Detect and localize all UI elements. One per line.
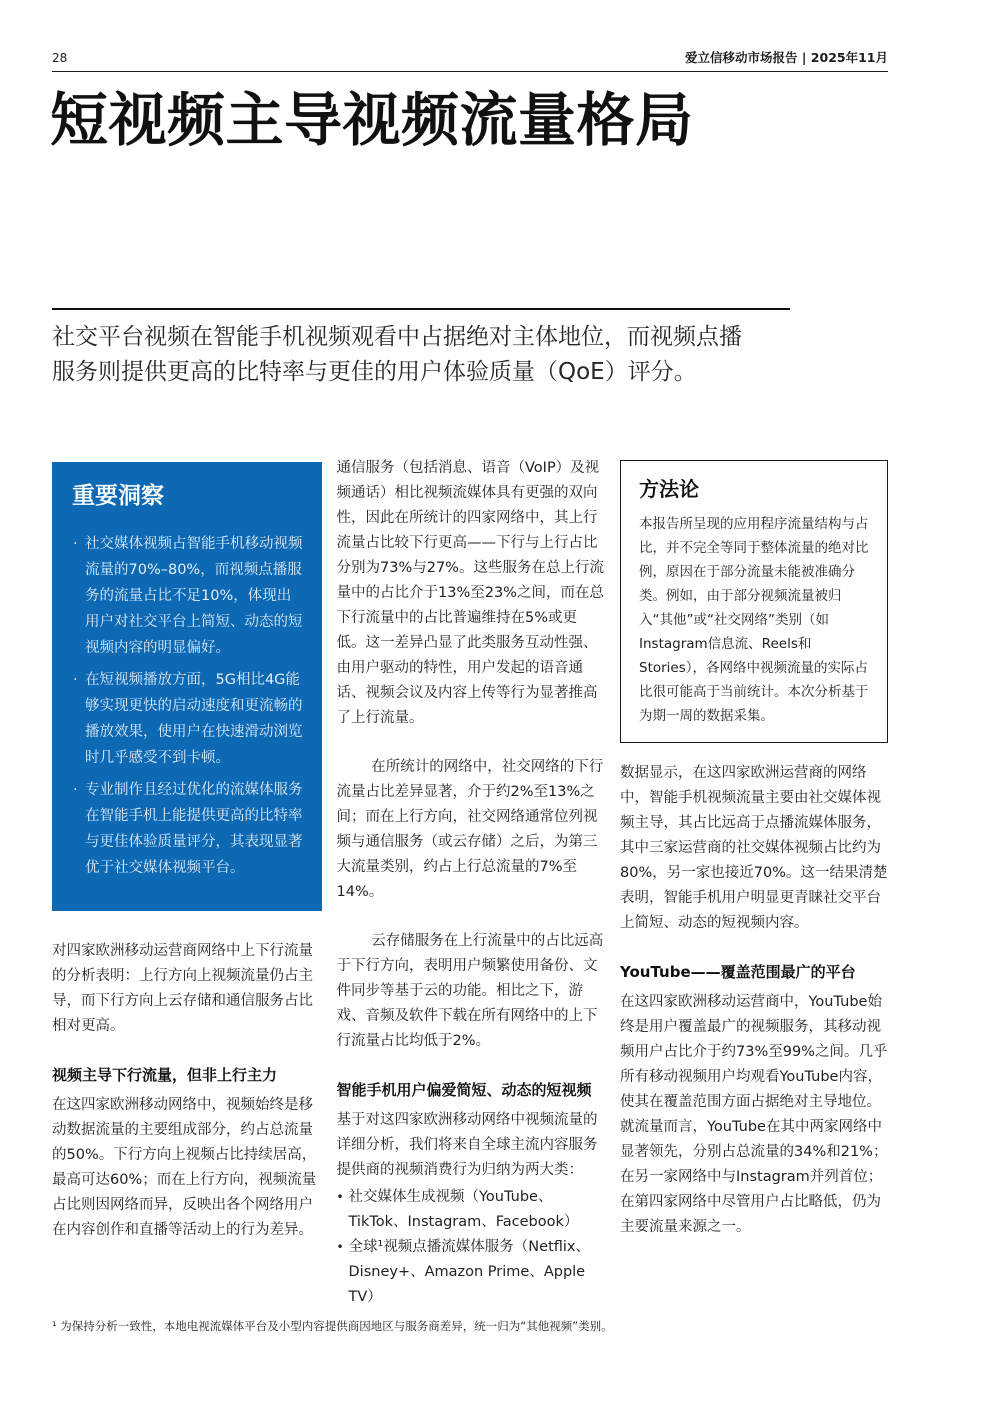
right-column <box>620 456 888 1310</box>
article-title: 短视频主导视频流量格局 <box>50 86 694 154</box>
middle-paragraph: 通信服务（包括消息、语音（VoIP）及视频通话）相比视频流媒体具有更强的双向性，因此在所统计的四家网络中，其上行流量占比较下行更高——下行与上行占比分别为73%与27%。这些服务在总上行流量中的占比介于13%至23%之间，而在总下行流量中的占比普遍维持在5%或更低。这一差异凸显了此类服务互动性强、由用户驱动的特性，用户发起的语音通话、视频会议及内容上传等行为显著推高了上行流量。 <box>336 460 604 726</box>
methodology-title: 方法论 <box>639 477 699 501</box>
page-header <box>52 48 888 66</box>
video-category-bullet: • 社交媒体生成视频（YouTube、TikTok、Instagram、Facebook） <box>337 1185 606 1235</box>
middle-paragraph: 基于对这四家欧洲移动网络中视频流量的详细分析，我们将来自全球主流内容服务提供商的视频消费行为归纳为两大类： <box>336 1112 598 1178</box>
intro-block <box>52 308 790 390</box>
key-insight-bullet: · 社交媒体视频占智能手机移动视频流量的70%–80%，而视频点播服务的流量占比不足10%，体现出用户对社交平台上简短、动态的短视频内容的明显偏好。 <box>72 531 304 661</box>
right-section-heading: YouTube——覆盖范围最广的平台 <box>620 963 856 981</box>
video-category-bullet: • 全球¹视频点播流媒体服务（Netflix、Disney+、Amazon Prime、Apple TV） <box>337 1235 606 1310</box>
methodology-box <box>620 460 888 743</box>
key-insight-bullet: · 在短视频播放方面，5G相比4G能够实现更快的启动速度和更流畅的播放效果，使用户在快速滑动浏览时几乎感受不到卡顿。 <box>72 667 304 771</box>
header-rule <box>52 71 888 72</box>
middle-paragraph: 云存储服务在上行流量中的占比远高于下行方向，表明用户频繁使用备份、文件同步等基于云的功能。相比之下，游戏、音频及软件下载在所有网络中的上下行流量占比均低于2%。 <box>336 933 604 1049</box>
intro-rule <box>52 308 790 310</box>
key-insights-box <box>52 462 322 911</box>
footnote: ¹ 为保持分析一致性，本地电视流媒体平台及小型内容提供商因地区与服务商差异，统一归为“其他视频”类别。 <box>52 1319 613 1333</box>
page-number: 28 <box>52 51 68 65</box>
left-paragraph: 在这四家欧洲移动网络中，视频始终是移动数据流量的主要组成部分，约占总流量的50%。下行方向上视频占比持续居高，最高可达60%；而在上行方向，视频流量占比则因网络而异，反映出各个网络用户在内容创作和直播等活动上的行为差异。 <box>52 1097 317 1238</box>
key-insights-list <box>72 531 304 881</box>
middle-section-heading: 智能手机用户偏爱简短、动态的短视频 <box>336 1081 592 1099</box>
left-column <box>52 456 322 1310</box>
video-category-list <box>337 1185 606 1310</box>
left-paragraph: 对四家欧洲移动运营商网络中上下行流量的分析表明：上行方向上视频流量仍占主导，而下行方向上云存储和通信服务占比相对更高。 <box>52 943 313 1034</box>
article-subtitle: 社交平台视频在智能手机视频观看中占据绝对主体地位，而视频点播服务则提供更高的比特率与更佳的用户体验质量（QoE）评分。 <box>52 324 742 385</box>
left-section-heading: 视频主导下行流量，但非上行主力 <box>52 1066 278 1084</box>
right-paragraph: 在这四家欧洲移动运营商中，YouTube始终是用户覆盖最广的视频服务，其移动视频用户占比介于约73%至99%之间。几乎所有移动视频用户均观看YouTube内容，使其在覆盖范围方面占据绝对主导地位。就流量而言，YouTube在其中两家网络中显著领先，分别占总流量的34%和21%；在另一家网络中与Instagram并列首位；在第四家网络中尽管用户占比略低，仍为主要流量来源之一。 <box>620 994 888 1235</box>
key-insight-bullet: · 专业制作且经过优化的流媒体服务在智能手机上能提供更高的比特率与更佳体验质量评分，其表现显著优于社交媒体视频平台。 <box>72 777 304 881</box>
key-insights-title: 重要洞察 <box>72 483 164 509</box>
three-column-body <box>52 456 888 1310</box>
middle-paragraph: 在所统计的网络中，社交网络的下行流量占比差异显著，介于约2%至13%之间；而在上行方向，社交网络通常位列视频与通信服务（或云存储）之后，为第三大流量类别，约占上行总流量的7%至14%。 <box>336 759 604 900</box>
methodology-body: 本报告所呈现的应用程序流量结构与占比，并不完全等同于整体流量的绝对比例，原因在于部分流量未能被准确分类。例如，由于部分视频流量被归入“其他”或“社交网络”类别（如Instagram信息流、Reels和Stories），各网络中视频流量的实际占比很可能高于当前统计。本次分析基于为期一周的数据采集。 <box>639 516 869 724</box>
right-paragraph: 数据显示，在这四家欧洲运营商的网络中，智能手机视频流量主要由社交媒体视频主导，其占比远高于点播流媒体服务，其中三家运营商的社交媒体视频占比约为80%，另一家也接近70%。这一结果清楚表明，智能手机用户明显更青睐社交平台上简短、动态的短视频内容。 <box>620 765 888 931</box>
report-title: 爱立信移动市场报告 | 2025年11月 <box>685 50 888 65</box>
middle-column <box>337 456 606 1310</box>
